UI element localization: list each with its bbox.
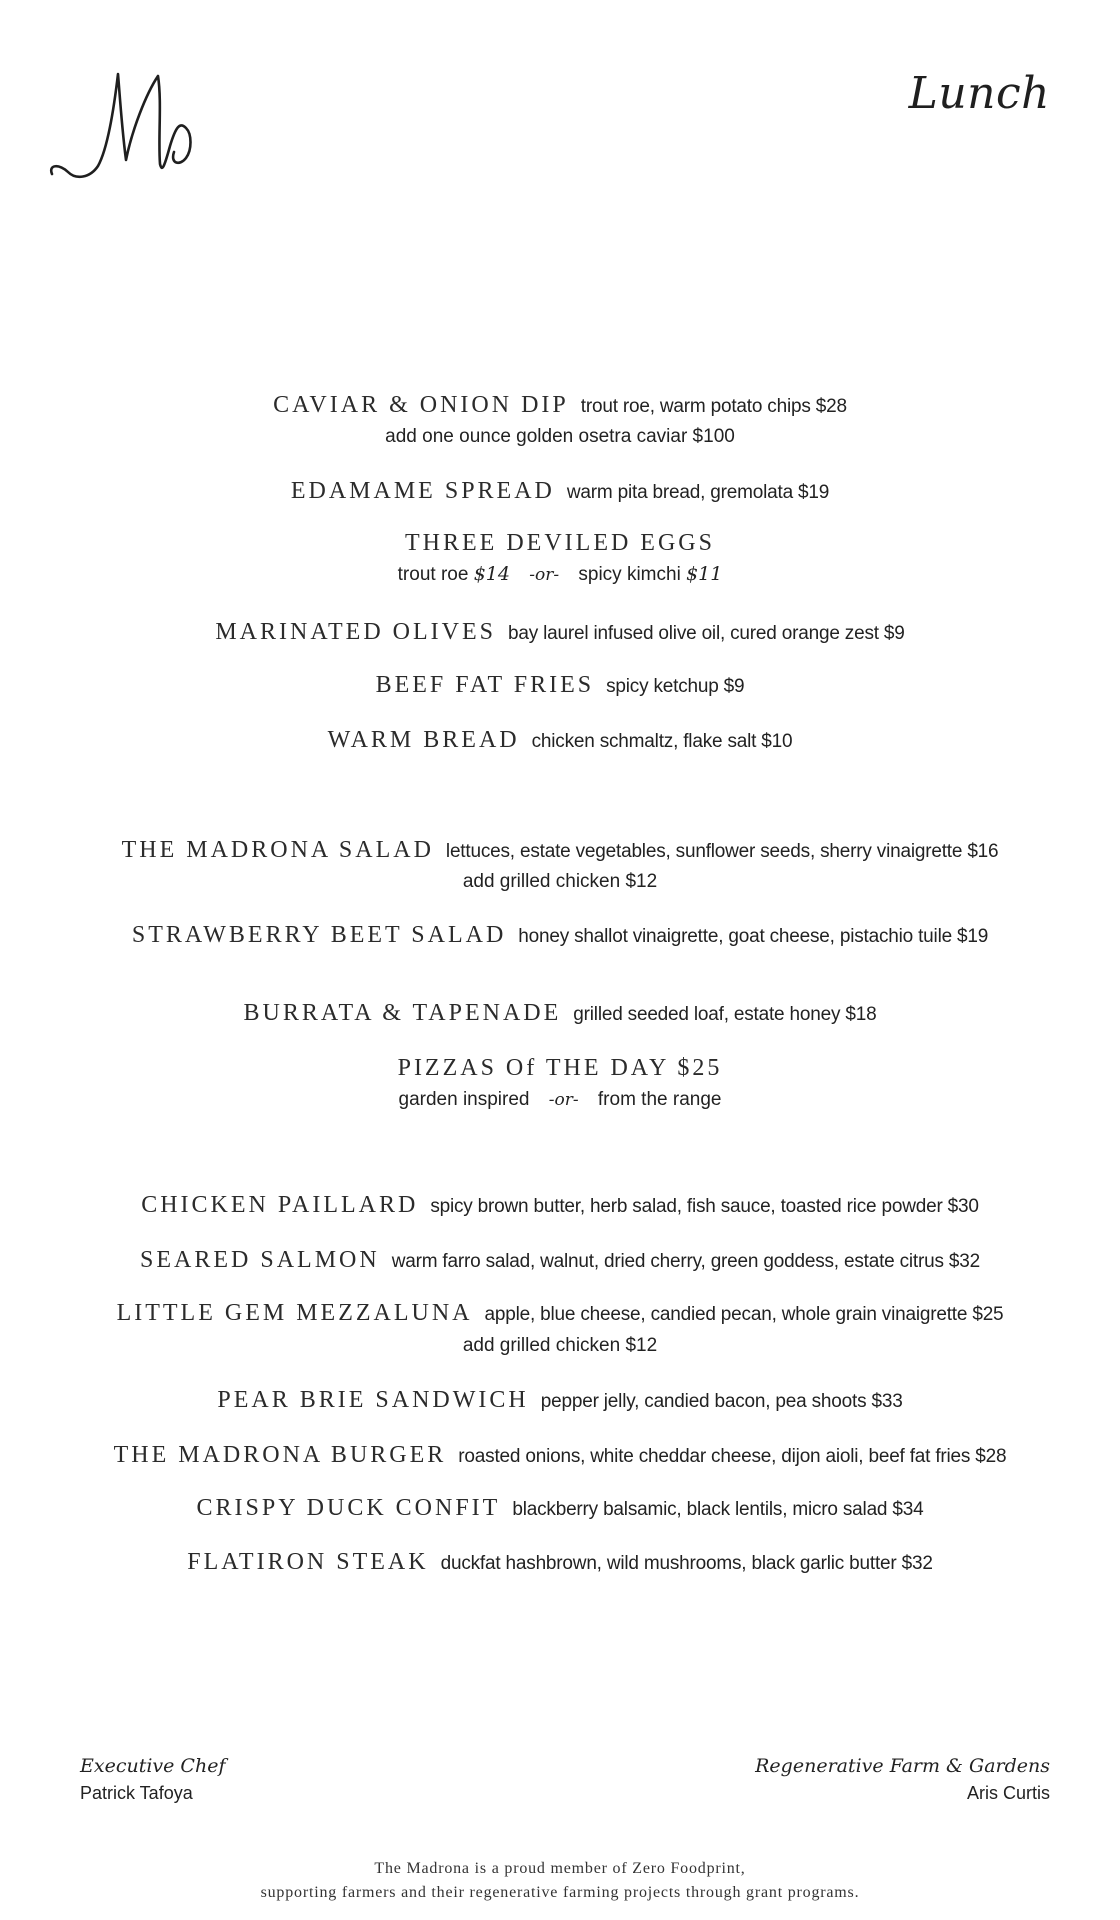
menu-item-three-deviled-eggs (0, 531, 1120, 555)
item-addon: add one ounce golden osetra caviar $100 (385, 426, 735, 447)
item-description: lettuces, estate vegetables, sunflower seeds, sherry vinaigrette $16 (445, 841, 999, 862)
item-description: spicy ketchup $9 (606, 676, 745, 697)
item-description: trout roe, warm potato chips $28 (580, 396, 847, 417)
menu-item-edamame-spread (0, 479, 1120, 503)
item-name: THE MADRONA SALAD (121, 837, 434, 863)
chef-name: Patrick Tafoya (80, 1783, 193, 1803)
item-description: grilled seeded loaf, estate honey $18 (573, 1004, 877, 1025)
item-description: duckfat hashbrown, wild mushrooms, black garlic butter $32 (440, 1553, 933, 1574)
menu-item-flatiron-steak (0, 1550, 1120, 1574)
menu-item-crispy-duck-confit (0, 1496, 1120, 1520)
chef-role: Executive Chef (80, 1755, 226, 1777)
farm-role: Regenerative Farm & Gardens (755, 1755, 1050, 1777)
item-name: EDAMAME SPREAD (290, 478, 555, 504)
item-addon: add grilled chicken $12 (462, 1335, 658, 1356)
option-one-price: $14 (473, 563, 510, 585)
menu-item-caviar-onion-dip (0, 393, 1120, 417)
zero-foodprint-note-line-1: The Madrona is a proud member of Zero Foodprint, (374, 1860, 746, 1877)
menu-item-marinated-olives (0, 620, 1120, 644)
option-two-price: $11 (686, 563, 723, 585)
item-name: BURRATA & TAPENADE (243, 1000, 562, 1026)
item-name: FLATIRON STEAK (187, 1549, 429, 1575)
menu-item-warm-bread (0, 728, 1120, 752)
item-name: THE MADRONA BURGER (113, 1442, 447, 1468)
item-description: warm farro salad, walnut, dried cherry, green goddess, estate citrus $32 (391, 1251, 980, 1272)
item-description: spicy brown butter, herb salad, fish sauce, toasted rice powder $30 (430, 1196, 979, 1217)
item-options (0, 565, 1120, 584)
item-description: blackberry balsamic, black lentils, micro salad $34 (512, 1499, 924, 1520)
or-separator: -or- (548, 1090, 579, 1110)
item-description: apple, blue cheese, candied pecan, whole grain vinaigrette $25 (484, 1304, 1004, 1325)
item-addon: add grilled chicken $12 (462, 871, 658, 892)
item-description: honey shallot vinaigrette, goat cheese, pistachio tuile $19 (518, 926, 989, 947)
menu-item-pear-brie-sandwich (0, 1388, 1120, 1412)
item-name: BEEF FAT FRIES (375, 672, 595, 698)
item-name: CAVIAR & ONION DIP (273, 392, 569, 418)
item-description: chicken schmaltz, flake salt $10 (531, 731, 793, 752)
madrona-monogram-logo (46, 68, 204, 182)
menu-item-madrona-burger (0, 1443, 1120, 1467)
item-description: warm pita bread, gremolata $19 (566, 482, 830, 503)
menu-item-strawberry-beet-salad (0, 923, 1120, 947)
farm-credit (755, 1755, 1050, 1804)
menu-item-beef-fat-fries (0, 673, 1120, 697)
page-title: Lunch (908, 68, 1050, 119)
item-name: CHICKEN PAILLARD (141, 1192, 419, 1218)
option-two: from the range (597, 1089, 722, 1110)
menu-item-burrata-tapenade (0, 1001, 1120, 1025)
option-two: spicy kimchi (578, 564, 681, 585)
item-name: MARINATED OLIVES (215, 619, 496, 645)
item-description: roasted onions, white cheddar cheese, dijon aioli, beef fat fries $28 (458, 1446, 1007, 1467)
farm-name: Aris Curtis (966, 1783, 1050, 1803)
menu-item-chicken-paillard (0, 1193, 1120, 1217)
item-description: bay laurel infused olive oil, cured orange zest $9 (508, 623, 905, 644)
zero-foodprint-note-line-2: supporting farmers and their regenerative farming projects through grant programs. (260, 1884, 860, 1901)
item-name: PEAR BRIE SANDWICH (217, 1387, 529, 1413)
item-description: pepper jelly, candied bacon, pea shoots $33 (540, 1391, 903, 1412)
item-name: PIZZAS Of THE DAY $25 (397, 1055, 723, 1081)
item-name: STRAWBERRY BEET SALAD (131, 922, 507, 948)
executive-chef-credit (80, 1755, 226, 1804)
item-options (0, 1090, 1120, 1109)
menu-item-little-gem-mezzaluna (0, 1301, 1120, 1325)
option-one: garden inspired (398, 1089, 530, 1110)
item-name: WARM BREAD (327, 727, 520, 753)
item-name: THREE DEVILED EGGS (405, 530, 715, 556)
item-name: SEARED SALMON (140, 1247, 380, 1273)
menu-item-pizzas-of-the-day (0, 1056, 1120, 1080)
option-one: trout roe (397, 564, 469, 585)
menu-item-seared-salmon (0, 1248, 1120, 1272)
item-name: LITTLE GEM MEZZALUNA (116, 1300, 473, 1326)
menu-item-madrona-salad (0, 838, 1120, 862)
item-name: CRISPY DUCK CONFIT (196, 1495, 501, 1521)
or-separator: -or- (529, 565, 560, 585)
